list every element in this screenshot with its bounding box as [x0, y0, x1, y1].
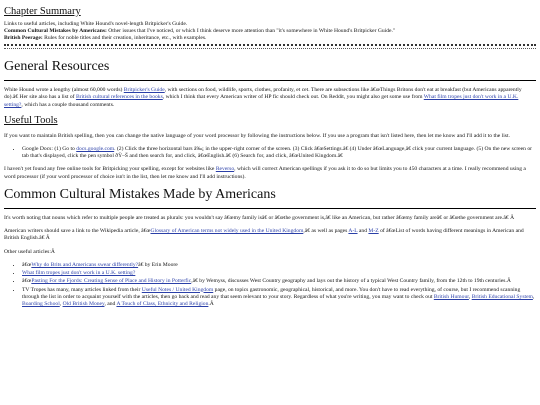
other-articles-label: Other useful articles:Â: [4, 248, 55, 255]
summary-line-1: Links to useful articles, including White Hound's novel-length Britpicker's Guide.: [4, 20, 188, 27]
tools-list: [4, 146, 536, 161]
touch-of-class-link[interactable]: A Touch of Class, Ethnicity and Religion: [116, 301, 209, 308]
summary-line-3: [4, 35, 536, 42]
reverso-link[interactable]: Reverso: [215, 166, 235, 173]
text: I haven't yet found any free online tools for Britpicking your spelling, except for websites like: [4, 166, 216, 173]
text: Google Docs: (1) Go to: [22, 145, 77, 152]
text: , which I think that every American writer of HP fic should check out. On Reddit, you might also get some use from: [162, 94, 424, 101]
old-british-money-link[interactable]: Old British Money: [62, 301, 105, 308]
list-item: [22, 287, 536, 309]
list-item: [22, 262, 536, 269]
article-link[interactable]: Pasting For the Fjords: Creating Sense of Place and History in Potterfic: [31, 278, 192, 285]
useful-notes-uk-link[interactable]: Useful Notes / United Kingdom: [141, 286, 214, 293]
text: ,: [59, 301, 63, 308]
text: . (2) Click the three horizontal bars â‰¡ in the upper-right corner of the screen. (3) Click â€œSettings.â€ (4) Under â€œLanguage,â€ click your current language. (5) On the new screen or tab that's displayed, click the pen symbol ðŸ–Š and then search for, and click, â€œEnglish.â€ (6) Search for, and click, â€œUnited Kingdom.â€: [22, 145, 533, 160]
list-item: [22, 146, 536, 161]
text: â€ by Erin Moore: [138, 261, 178, 268]
dotted-divider: [4, 44, 536, 46]
britpickers-guide-link[interactable]: Britpicker's Guide: [123, 87, 165, 94]
tools-paragraph-2: [4, 166, 536, 181]
common-mistakes-heading: Common Cultural Mistakes Made by Americans: [4, 186, 276, 202]
mistakes-paragraph-1: It's worth noting that nouns which refer to multiple people are treated as plurals: you wouldn't say â€œmy family isâ€ or â€œthe government is,â€ like an American, but rather â€œmy family areâ€ or â€œthe government are.â€ Â: [4, 214, 515, 221]
article-link[interactable]: Why do Brits and Americans swear differently?: [31, 261, 139, 268]
a-l-link[interactable]: A-L: [348, 227, 358, 234]
text: , which will correct American spellings if you ask it to do so but limits you to 450 characters at a time. I really recommend using a word processor (if your word processor of choice isn't in the list, then let me know and I'll add instructions).: [4, 166, 526, 180]
text: â€œ: [22, 278, 32, 285]
british-educational-system-link[interactable]: British Educational System: [471, 293, 533, 300]
chapter-summary-heading: Chapter Summary: [4, 6, 81, 17]
text: , and: [104, 301, 117, 308]
text: ,: [468, 293, 472, 300]
boarding-school-link[interactable]: Boarding School: [22, 301, 60, 308]
summary-line-3-text: Rules for noble titles and their creation, inheritance, etc., with examples.: [42, 35, 207, 42]
summary-line-2-label: Common Cultural Mistakes by Americans:: [4, 27, 107, 34]
text: ,â€ as well as pages: [303, 227, 349, 234]
text: American writers should save a link to the Wikipedia article, â€œ: [4, 227, 151, 234]
text: ,: [532, 293, 535, 300]
summary-line-2-text: Other issues that I've noticed, or which I think deserve more attention than "it's somewhere in White Hound's Britpicker Guide.": [106, 27, 396, 34]
list-item: [22, 270, 536, 277]
mistakes-paragraph-2: [4, 228, 536, 243]
general-resources-heading: General Resources: [4, 59, 110, 75]
heading-rule: [4, 80, 536, 81]
text: of â€œList of words having different meanings in American and British English.â€ Â: [4, 227, 524, 242]
glossary-link[interactable]: Glossary of American terms not widely used in the United Kingdom: [150, 227, 304, 234]
british-cultural-references-link[interactable]: British cultural references in the books: [75, 94, 163, 101]
useful-tools-heading: Useful Tools: [4, 114, 58, 126]
text: â€œ: [22, 261, 32, 268]
text: .Â: [208, 301, 214, 308]
film-tropes-link[interactable]: What film tropes just don't work in a U.K. setting?: [4, 94, 519, 108]
m-z-link[interactable]: M-Z: [368, 227, 379, 234]
summary-line-3-label: British Peerage:: [4, 35, 43, 42]
article-link[interactable]: What film tropes just don't work in a U.K. setting?: [22, 270, 136, 277]
text: ,â€ by Wemyss, discusses West Country geography and lays out the history of a typical West Country family, from the 12th to 19th centuries.Â: [191, 278, 511, 285]
list-item: [22, 278, 536, 285]
text: White Hound wrote a lengthy (almost 60,000 words): [4, 87, 124, 94]
text: TV Tropes has many, many articles linked from their: [22, 286, 142, 293]
dotted-divider-2: [4, 48, 536, 49]
text: , with sections on food, wildlife, sports, clothes, profanity, et cet. There are subsections like â€œThings Britons don't eat at breakfast (but Americans apparently do).â€ Her site also has a list of: [4, 87, 522, 101]
articles-list: [4, 262, 536, 309]
text: and: [357, 227, 369, 234]
text: page, on topics gastronomic, geographical, historical, and more. You don't have to read everything, of course, but I recommend scanning through the list in order to acquaint yourself with the articles, then go back and read any that seem relevant to your story. Regardless of what you're writing, you may want to check out: [22, 286, 521, 300]
google-docs-link[interactable]: docs.google.com: [76, 145, 115, 152]
text: , which has a couple thousand comments.: [21, 101, 115, 108]
british-humour-link[interactable]: British Humour: [433, 293, 469, 300]
heading-rule: [4, 208, 536, 209]
general-resources-paragraph: [4, 87, 536, 109]
useful-tools-intro: If you want to maintain British spelling, then you can change the native language of your word processor by following the instructions below. If you use a program that isn't listed here, then let me know and I'll add it to the list.: [4, 132, 510, 139]
